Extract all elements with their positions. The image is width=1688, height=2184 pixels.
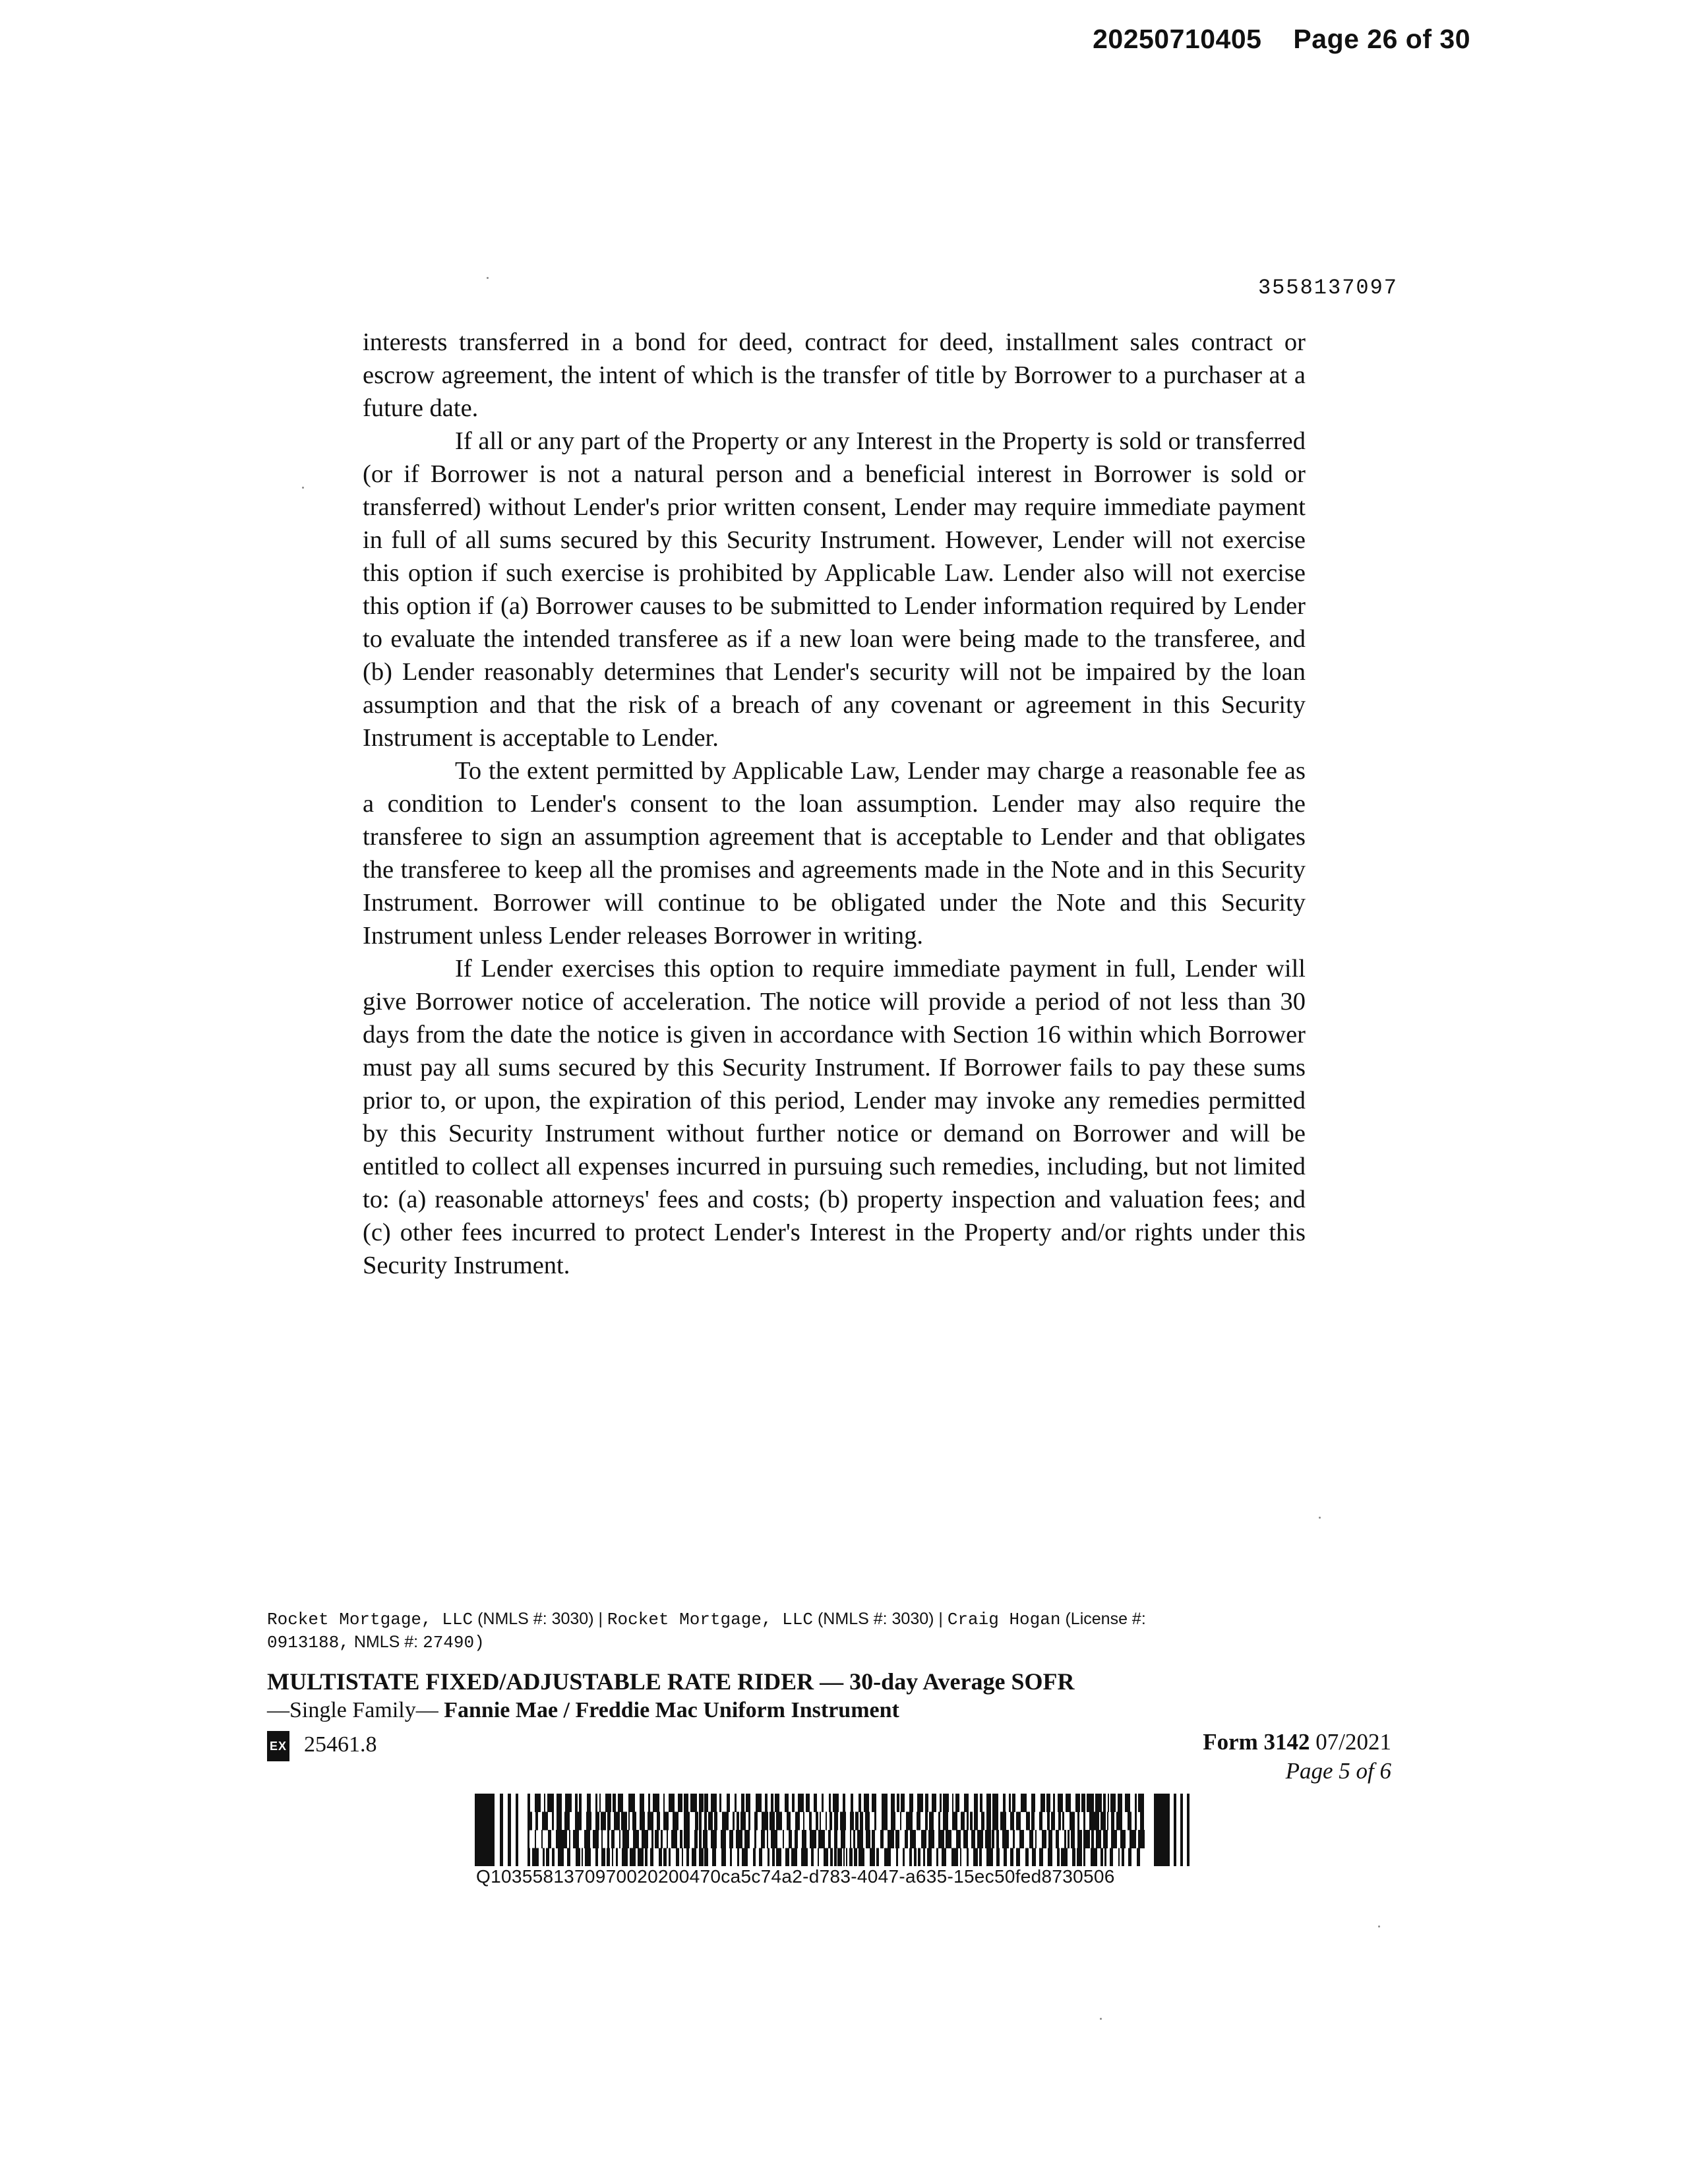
originator-separator-2: | <box>934 1610 948 1628</box>
form-subtitle <box>267 1696 899 1725</box>
originator-nmls-number: 27490) <box>423 1633 485 1653</box>
paragraph-2: If all or any part of the Property or any Interest in the Property is sold or transferred (or if Borrower is not a natural person and a beneficial interest in Borrower is sold or transferred) without Lender's prior written consent, Lender may require immediate payment in full of all sums secured by this Security Instrument. However, Lender will not exercise this option if such exercise is prohibited by Applicable Law. Lender also will not exercise this option if (a) Borrower causes to be submitted to Lender information required by Lender to evaluate the intended transferee as if a new loan were being made to the transferee, and (b) Lender reasonably determines that Lender's security will not be impaired by the loan assumption and that the risk of a breach of any covenant or agreement in this Security Instrument is acceptable to Lender. <box>363 427 1306 752</box>
recording-stamp <box>1093 24 1470 55</box>
loan-number: 3558137097 <box>1257 276 1398 300</box>
ex-badge: EX <box>267 1731 289 1761</box>
originator-line <box>267 1608 1348 1654</box>
document-body <box>363 326 1306 1282</box>
form-label: Form 3142 <box>1203 1729 1310 1755</box>
originator-nmls-label: NMLS #: <box>353 1633 419 1651</box>
barcode-text: Q1035581370970020200470ca5c74a2-d783-4047-a635-15ec50fed8730506 <box>476 1866 1115 1887</box>
form-title-text: MULTISTATE FIXED/ADJUSTABLE RATE RIDER — 30-day Average SOFR <box>267 1668 1075 1695</box>
originator-company-2: Rocket Mortgage, LLC <box>607 1610 813 1629</box>
ex-number: 25461.8 <box>304 1732 377 1757</box>
page-of-label: Page 5 of 6 <box>1285 1758 1391 1784</box>
originator-separator-1: | <box>593 1610 607 1628</box>
scan-speck <box>1319 1517 1321 1519</box>
originator-company-1: Rocket Mortgage, LLC <box>267 1610 473 1629</box>
barcode <box>475 1794 1193 1866</box>
originator-license-label: (License #: <box>1065 1610 1146 1628</box>
record-number: 20250710405 <box>1093 24 1262 54</box>
paragraph-4: If Lender exercises this option to require immediate payment in full, Lender will give Borrower notice of acceleration. The notice will provide a period of not less than 30 days from the date the notice is given in accordance with Section 16 within which Borrower must pay all sums secured by this Security Instrument. If Borrower fails to pay these sums prior to, or upon, the expiration of this period, Lender may invoke any remedies permitted by this Security Instrument without further notice or demand on Borrower and will be entitled to collect all expenses incurred in pursuing such remedies, including, but not limited to: (a) reasonable attorneys' fees and costs; (b) property inspection and valuation fees; and (c) other fees incurred to protect Lender's Interest in the Property and/or rights under this Security Instrument. <box>363 955 1306 1279</box>
paragraph-3: To the extent permitted by Applicable Law, Lender may charge a reasonable fee as a condition to Lender's consent to the loan assumption. Lender may also require the transferee to sign an assumption agreement that is acceptable to Lender and that obligates the transferee to keep all the promises and agreements made in the Note and in this Security Instrument. Borrower will continue to be obligated under the Note and this Security Instrument unless Lender releases Borrower in writing. <box>363 757 1306 950</box>
scan-speck <box>1378 1926 1380 1927</box>
originator-nmls-1: (NMLS #: 3030) <box>477 1610 594 1628</box>
form-subtitle-plain: —Single Family— <box>267 1698 438 1722</box>
scan-speck <box>1100 2018 1102 2020</box>
scan-speck <box>487 277 489 279</box>
form-date: 07/2021 <box>1315 1729 1391 1755</box>
form-number <box>1203 1728 1391 1757</box>
form-subtitle-bold: Fannie Mae / Freddie Mac Uniform Instrument <box>444 1698 899 1722</box>
originator-license-number: 0913188, <box>267 1633 349 1653</box>
ex-line <box>267 1730 377 1761</box>
paragraph-1: interests transferred in a bond for deed, contract for deed, installment sales contract or escrow agreement, the intent of which is the transfer of title by Borrower to a purchaser at a future date. <box>363 328 1306 422</box>
record-page-label: Page 26 of 30 <box>1293 24 1470 54</box>
originator-person: Craig Hogan <box>947 1610 1061 1629</box>
originator-nmls-2: (NMLS #: 3030) <box>817 1610 934 1628</box>
scan-speck <box>302 487 304 489</box>
form-title <box>267 1667 1074 1696</box>
